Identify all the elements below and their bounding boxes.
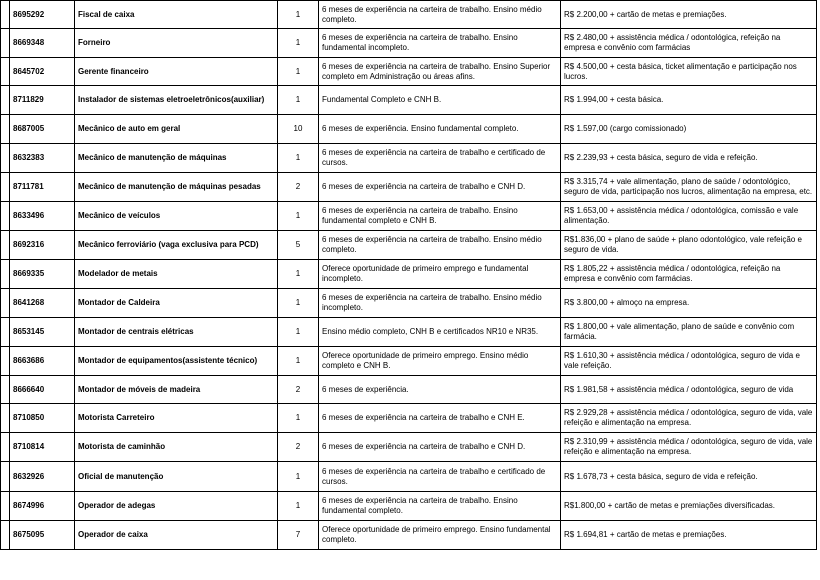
table-row — [1, 521, 817, 550]
job-salary-benefits: R$ 2.480,00 + assistência médica / odontológica, refeição na empresa e convênio com farmácias — [561, 29, 817, 58]
table-row — [1, 433, 817, 462]
job-code: 8633496 — [10, 202, 75, 231]
job-code: 8710814 — [10, 433, 75, 462]
job-salary-benefits: R$ 1.800,00 + vale alimentação, plano de saúde e convênio com farmácia. — [561, 318, 817, 347]
table-row — [1, 86, 817, 115]
job-salary-benefits: R$ 1.981,58 + assistência médica / odontológica, seguro de vida — [561, 376, 817, 404]
row-margin-cell — [1, 492, 10, 521]
job-title: Mecânico de veículos — [75, 202, 278, 231]
job-code: 8687005 — [10, 115, 75, 144]
job-requirements: 6 meses de experiência. Ensino fundamental completo. — [319, 115, 561, 144]
vacancy-count: 1 — [278, 86, 319, 115]
job-salary-benefits: R$ 3.315,74 + vale alimentação, plano de saúde / odontológico, seguro de vida, participação nos lucros, alimentação na empresa, etc. — [561, 173, 817, 202]
row-margin-cell — [1, 173, 10, 202]
vacancy-count: 2 — [278, 173, 319, 202]
table-row — [1, 462, 817, 492]
job-requirements: Oferece oportunidade de primeiro emprego. Ensino médio completo e CNH B. — [319, 347, 561, 376]
vacancy-count: 1 — [278, 289, 319, 318]
job-code: 8692316 — [10, 231, 75, 260]
job-salary-benefits: R$1.836,00 + plano de saúde + plano odontológico, vale refeição e seguro de vida. — [561, 231, 817, 260]
job-title: Montador de móveis de madeira — [75, 376, 278, 404]
vacancy-count: 1 — [278, 462, 319, 492]
job-code: 8711781 — [10, 173, 75, 202]
row-margin-cell — [1, 202, 10, 231]
row-margin-cell — [1, 376, 10, 404]
vacancy-count: 7 — [278, 521, 319, 550]
job-title: Mecânico de manutenção de máquinas — [75, 144, 278, 173]
table-row — [1, 492, 817, 521]
job-title: Forneiro — [75, 29, 278, 58]
table-row — [1, 404, 817, 433]
job-title: Mecânico de manutenção de máquinas pesadas — [75, 173, 278, 202]
job-salary-benefits: R$1.800,00 + cartão de metas e premiações diversificadas. — [561, 492, 817, 521]
row-margin-cell — [1, 404, 10, 433]
vacancy-count: 1 — [278, 404, 319, 433]
job-code: 8675095 — [10, 521, 75, 550]
job-salary-benefits: R$ 1.678,73 + cesta básica, seguro de vida e refeição. — [561, 462, 817, 492]
job-requirements: 6 meses de experiência na carteira de trabalho. Ensino médio incompleto. — [319, 289, 561, 318]
job-title: Mecânico de auto em geral — [75, 115, 278, 144]
job-requirements: 6 meses de experiência na carteira de trabalho e CNH D. — [319, 433, 561, 462]
vacancy-count: 1 — [278, 202, 319, 231]
vacancy-count: 1 — [278, 318, 319, 347]
job-title: Operador de adegas — [75, 492, 278, 521]
job-requirements: Oferece oportunidade de primeiro emprego e fundamental incompleto. — [319, 260, 561, 289]
job-requirements: 6 meses de experiência na carteira de trabalho. Ensino fundamental completo. — [319, 492, 561, 521]
table-row — [1, 289, 817, 318]
job-requirements: 6 meses de experiência na carteira de trabalho. Ensino fundamental incompleto. — [319, 29, 561, 58]
row-margin-cell — [1, 86, 10, 115]
table-row — [1, 202, 817, 231]
row-margin-cell — [1, 289, 10, 318]
job-salary-benefits: R$ 1.653,00 + assistência médica / odontológica, comissão e vale alimentação. — [561, 202, 817, 231]
vacancy-count: 1 — [278, 29, 319, 58]
table-row — [1, 115, 817, 144]
job-code: 8669335 — [10, 260, 75, 289]
vacancy-count: 2 — [278, 433, 319, 462]
job-requirements: 6 meses de experiência na carteira de trabalho. Ensino fundamental completo e CNH B. — [319, 202, 561, 231]
job-title: Montador de equipamentos(assistente técnico) — [75, 347, 278, 376]
table-row — [1, 144, 817, 173]
job-salary-benefits: R$ 1.805,22 + assistência médica / odontológica, refeição na empresa e convênio com farmácias. — [561, 260, 817, 289]
job-salary-benefits: R$ 1.994,00 + cesta básica. — [561, 86, 817, 115]
vacancy-count: 1 — [278, 260, 319, 289]
job-title: Montador de centrais elétricas — [75, 318, 278, 347]
job-title: Operador de caixa — [75, 521, 278, 550]
vacancy-count: 1 — [278, 347, 319, 376]
vacancy-count: 1 — [278, 1, 319, 29]
job-code: 8710850 — [10, 404, 75, 433]
table-row — [1, 58, 817, 86]
job-code: 8663686 — [10, 347, 75, 376]
job-salary-benefits: R$ 2.200,00 + cartão de metas e premiações. — [561, 1, 817, 29]
table-row — [1, 347, 817, 376]
row-margin-cell — [1, 318, 10, 347]
row-margin-cell — [1, 260, 10, 289]
job-title: Oficial de manutenção — [75, 462, 278, 492]
job-salary-benefits: R$ 1.597,00 (cargo comissionado) — [561, 115, 817, 144]
job-title: Fiscal de caixa — [75, 1, 278, 29]
table-row — [1, 318, 817, 347]
job-code: 8645702 — [10, 58, 75, 86]
row-margin-cell — [1, 462, 10, 492]
job-title: Motorista Carreteiro — [75, 404, 278, 433]
table-row — [1, 29, 817, 58]
job-title: Modelador de metais — [75, 260, 278, 289]
job-title: Mecânico ferroviário (vaga exclusiva para PCD) — [75, 231, 278, 260]
job-salary-benefits: R$ 1.694,81 + cartão de metas e premiações. — [561, 521, 817, 550]
row-margin-cell — [1, 29, 10, 58]
job-salary-benefits: R$ 2.310,99 + assistência médica / odontológica, seguro de vida, vale refeição e alimentação na empresa. — [561, 433, 817, 462]
table-row — [1, 173, 817, 202]
row-margin-cell — [1, 521, 10, 550]
job-title: Instalador de sistemas eletroeletrônicos(auxiliar) — [75, 86, 278, 115]
vacancy-count: 5 — [278, 231, 319, 260]
row-margin-cell — [1, 433, 10, 462]
row-margin-cell — [1, 58, 10, 86]
job-code: 8674996 — [10, 492, 75, 521]
job-code: 8669348 — [10, 29, 75, 58]
job-requirements: 6 meses de experiência na carteira de trabalho. Ensino médio completo. — [319, 1, 561, 29]
vacancy-count: 1 — [278, 492, 319, 521]
job-code: 8711829 — [10, 86, 75, 115]
job-title: Montador de Caldeira — [75, 289, 278, 318]
table-body — [1, 1, 817, 550]
table-row — [1, 1, 817, 29]
job-code: 8641268 — [10, 289, 75, 318]
vacancy-count: 10 — [278, 115, 319, 144]
job-requirements: 6 meses de experiência na carteira de trabalho e CNH D. — [319, 173, 561, 202]
row-margin-cell — [1, 347, 10, 376]
job-requirements: 6 meses de experiência na carteira de trabalho e certificado de cursos. — [319, 462, 561, 492]
job-code: 8632926 — [10, 462, 75, 492]
row-margin-cell — [1, 115, 10, 144]
table-row — [1, 231, 817, 260]
job-salary-benefits: R$ 3.800,00 + almoço na empresa. — [561, 289, 817, 318]
job-requirements: Oferece oportunidade de primeiro emprego. Ensino fundamental completo. — [319, 521, 561, 550]
job-code: 8666640 — [10, 376, 75, 404]
vacancy-count: 1 — [278, 144, 319, 173]
job-salary-benefits: R$ 1.610,30 + assistência médica / odontológica, seguro de vida e vale refeição. — [561, 347, 817, 376]
job-requirements: 6 meses de experiência na carteira de trabalho e CNH E. — [319, 404, 561, 433]
job-salary-benefits: R$ 2.239,93 + cesta básica, seguro de vida e refeição. — [561, 144, 817, 173]
table-row — [1, 260, 817, 289]
row-margin-cell — [1, 144, 10, 173]
job-code: 8653145 — [10, 318, 75, 347]
row-margin-cell — [1, 1, 10, 29]
job-code: 8695292 — [10, 1, 75, 29]
job-salary-benefits: R$ 4.500,00 + cesta básica, ticket alimentação e participação nos lucros. — [561, 58, 817, 86]
job-requirements: Fundamental Completo e CNH B. — [319, 86, 561, 115]
vacancy-count: 1 — [278, 58, 319, 86]
job-requirements: 6 meses de experiência na carteira de trabalho. Ensino Superior completo em Administração ou áreas afins. — [319, 58, 561, 86]
job-title: Motorista de caminhão — [75, 433, 278, 462]
job-requirements: 6 meses de experiência. — [319, 376, 561, 404]
job-requirements: 6 meses de experiência na carteira de trabalho. Ensino médio completo. — [319, 231, 561, 260]
row-margin-cell — [1, 231, 10, 260]
job-requirements: 6 meses de experiência na carteira de trabalho e certificado de cursos. — [319, 144, 561, 173]
job-code: 8632383 — [10, 144, 75, 173]
job-salary-benefits: R$ 2.929,28 + assistência médica / odontológica, seguro de vida, vale refeição e alimentação na empresa. — [561, 404, 817, 433]
vacancy-count: 2 — [278, 376, 319, 404]
job-title: Gerente financeiro — [75, 58, 278, 86]
job-requirements: Ensino médio completo, CNH B e certificados NR10 e NR35. — [319, 318, 561, 347]
table-row — [1, 376, 817, 404]
